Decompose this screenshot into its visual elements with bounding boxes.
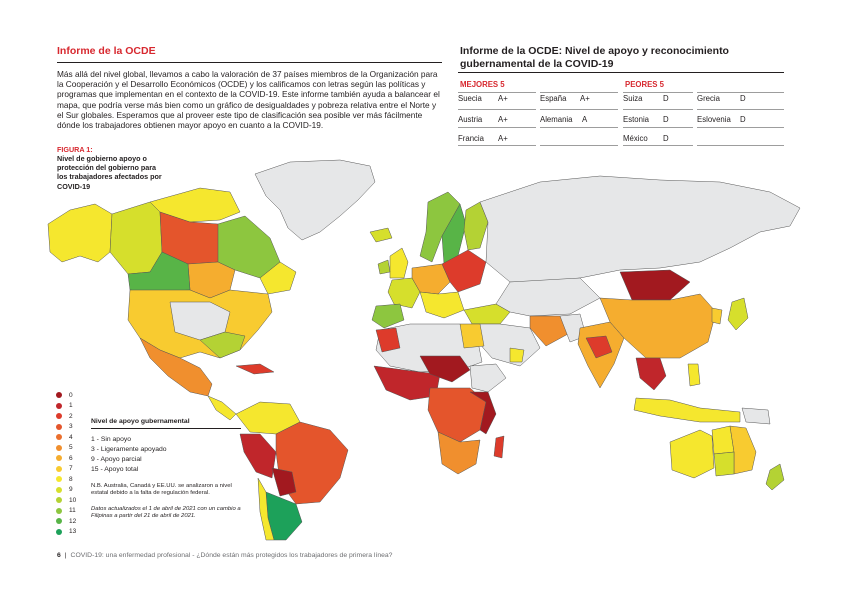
best-cell xyxy=(458,92,536,110)
region-png xyxy=(742,408,770,424)
legend-note: N.B. Australia, Canadá y EE.UU. se analizaron a nivel estatal debido a la falta de regulación federal. xyxy=(91,483,232,497)
scale-value: 13 xyxy=(69,528,77,536)
country-name: Grecia xyxy=(697,94,720,103)
scale-swatch xyxy=(56,413,62,419)
scale-swatch xyxy=(56,466,62,472)
scale-row xyxy=(56,506,76,517)
scale-row xyxy=(56,474,76,485)
scale-row xyxy=(56,495,76,506)
region-canada-west xyxy=(110,202,162,274)
scale-value: 5 xyxy=(69,444,73,452)
color-scale xyxy=(56,390,76,537)
scale-value: 8 xyxy=(69,475,73,483)
intro-paragraph: Más allá del nivel global, llevamos a cabo la valoración de 37 países miembros de la Organización para la Cooperación y el Desarrollo Económicos (OCDE) y los calificamos con letras según las políticas y programas que implementan en el contexto de la COVID-19. Este informe también ayuda a balancear el mapa, que podría verse más bien como un gráfico de desigualdades y pobreza relativa entre el Norte y el Sur globales. Esperamos que al proveer este tipo de clasificación sea posible ver más fácilmente dónde los trabajadores obtienen mayor apoyo en cuanto a la COVID-19. xyxy=(57,69,440,131)
footer-text: COVID-19: una enfermedad profesional - ¿Dónde están más protegidos los trabajadores de primera línea? xyxy=(70,552,393,559)
footer-separator: | xyxy=(64,552,67,559)
region-uk xyxy=(390,248,408,278)
page-number: 6 xyxy=(57,552,61,559)
region-korea xyxy=(712,308,722,324)
country-name: Francia xyxy=(458,134,484,143)
scale-row xyxy=(56,485,76,496)
scale-row xyxy=(56,527,76,538)
scale-swatch xyxy=(56,445,62,451)
scale-swatch xyxy=(56,392,62,398)
best-cell xyxy=(458,110,536,128)
scale-row xyxy=(56,432,76,443)
scale-swatch xyxy=(56,476,62,482)
section-title: Informe de la OCDE xyxy=(57,45,442,63)
country-grade: D xyxy=(740,115,746,124)
legend-title: Nivel de apoyo gubernamental xyxy=(91,418,241,429)
country-grade: A+ xyxy=(498,94,508,103)
legend-item: 15 - Apoyo total xyxy=(91,466,139,473)
region-mongolia xyxy=(620,270,690,300)
region-arabia-east xyxy=(510,348,524,362)
best-cell xyxy=(540,110,618,128)
empty-cell xyxy=(540,128,618,146)
region-italy-balkans xyxy=(420,292,464,318)
worst-cell xyxy=(623,92,693,110)
region-central-america xyxy=(208,396,236,420)
country-grade: D xyxy=(663,115,669,124)
country-name: Suecia xyxy=(458,94,482,103)
worst-cell xyxy=(623,110,693,128)
country-grade: D xyxy=(663,134,669,143)
best-header: MEJORES 5 xyxy=(460,80,505,89)
country-grade: A xyxy=(582,115,588,124)
country-name: España xyxy=(540,94,567,103)
figure-label: FIGURA 1: xyxy=(57,145,93,154)
region-australia-west xyxy=(670,430,714,478)
region-peru xyxy=(240,434,276,478)
scale-value: 9 xyxy=(69,486,73,494)
scale-value: 6 xyxy=(69,454,73,462)
country-name: Estonia xyxy=(623,115,650,124)
country-name: Eslovenia xyxy=(697,115,731,124)
scale-swatch xyxy=(56,487,62,493)
title-rule xyxy=(458,72,784,73)
region-madagascar xyxy=(494,436,504,458)
worst-cell xyxy=(697,110,784,128)
region-egypt xyxy=(460,324,484,348)
region-indonesia xyxy=(634,398,740,422)
scale-value: 4 xyxy=(69,433,73,441)
worst-cell xyxy=(623,128,693,146)
scale-row xyxy=(56,464,76,475)
worst-cell xyxy=(697,92,784,110)
legend-date-note: Datos actualizados el 1 de abril de 2021 con un cambio a Filipinas a partir del 21 de abril de 2021. xyxy=(91,505,241,519)
scale-swatch xyxy=(56,403,62,409)
country-grade: D xyxy=(740,94,746,103)
region-indochina xyxy=(636,358,666,390)
region-greenland xyxy=(255,160,375,240)
oecd-table-title: Informe de la OCDE: Nivel de apoyo y reconocimiento gubernamental de la COVID-19 xyxy=(460,45,729,70)
scale-swatch xyxy=(56,455,62,461)
best-cell xyxy=(540,92,618,110)
country-name: México xyxy=(623,134,648,143)
scale-value: 10 xyxy=(69,496,77,504)
country-grade: A+ xyxy=(498,115,508,124)
scale-swatch xyxy=(56,497,62,503)
page-footer xyxy=(57,552,392,559)
country-name: Suiza xyxy=(623,94,643,103)
legend-item: 1 - Sin apoyo xyxy=(91,436,132,443)
region-philippines xyxy=(688,364,700,386)
scale-row xyxy=(56,411,76,422)
empty-cell xyxy=(697,128,784,146)
scale-swatch xyxy=(56,518,62,524)
country-name: Austria xyxy=(458,115,483,124)
country-grade: D xyxy=(663,94,669,103)
scale-swatch xyxy=(56,434,62,440)
worst-header: PEORES 5 xyxy=(625,80,664,89)
legend-item: 3 - Ligeramente apoyado xyxy=(91,446,167,453)
scale-row xyxy=(56,443,76,454)
scale-swatch xyxy=(56,529,62,535)
map-legend xyxy=(91,418,241,520)
scale-value: 1 xyxy=(69,402,73,410)
region-iceland xyxy=(370,228,392,242)
scale-value: 0 xyxy=(69,391,73,399)
scale-row xyxy=(56,422,76,433)
scale-value: 2 xyxy=(69,412,73,420)
country-name: Alemania xyxy=(540,115,573,124)
region-australia-south xyxy=(714,452,734,476)
best-cell xyxy=(458,128,536,146)
legend-item: 9 - Apoyo parcial xyxy=(91,456,142,463)
region-spain xyxy=(372,304,404,328)
scale-value: 3 xyxy=(69,423,73,431)
region-horn-africa xyxy=(470,364,506,392)
region-russia xyxy=(480,176,800,282)
region-ireland xyxy=(378,260,390,274)
scale-row xyxy=(56,401,76,412)
scale-value: 12 xyxy=(69,517,77,525)
scale-swatch xyxy=(56,508,62,514)
scale-swatch xyxy=(56,424,62,430)
scale-value: 11 xyxy=(69,507,76,515)
region-caribbean xyxy=(236,364,274,374)
scale-row xyxy=(56,453,76,464)
country-grade: A+ xyxy=(498,134,508,143)
region-central-asia xyxy=(496,278,600,316)
scale-row xyxy=(56,516,76,527)
figure-title: Nivel de gobierno apoyo o protección del gobierno para los trabajadores afectados por COVID-19 xyxy=(57,154,162,191)
scale-value: 7 xyxy=(69,465,73,473)
scale-row xyxy=(56,390,76,401)
region-japan xyxy=(728,298,748,330)
country-grade: A+ xyxy=(580,94,590,103)
region-new-zealand xyxy=(766,464,784,490)
region-alaska xyxy=(48,204,112,262)
